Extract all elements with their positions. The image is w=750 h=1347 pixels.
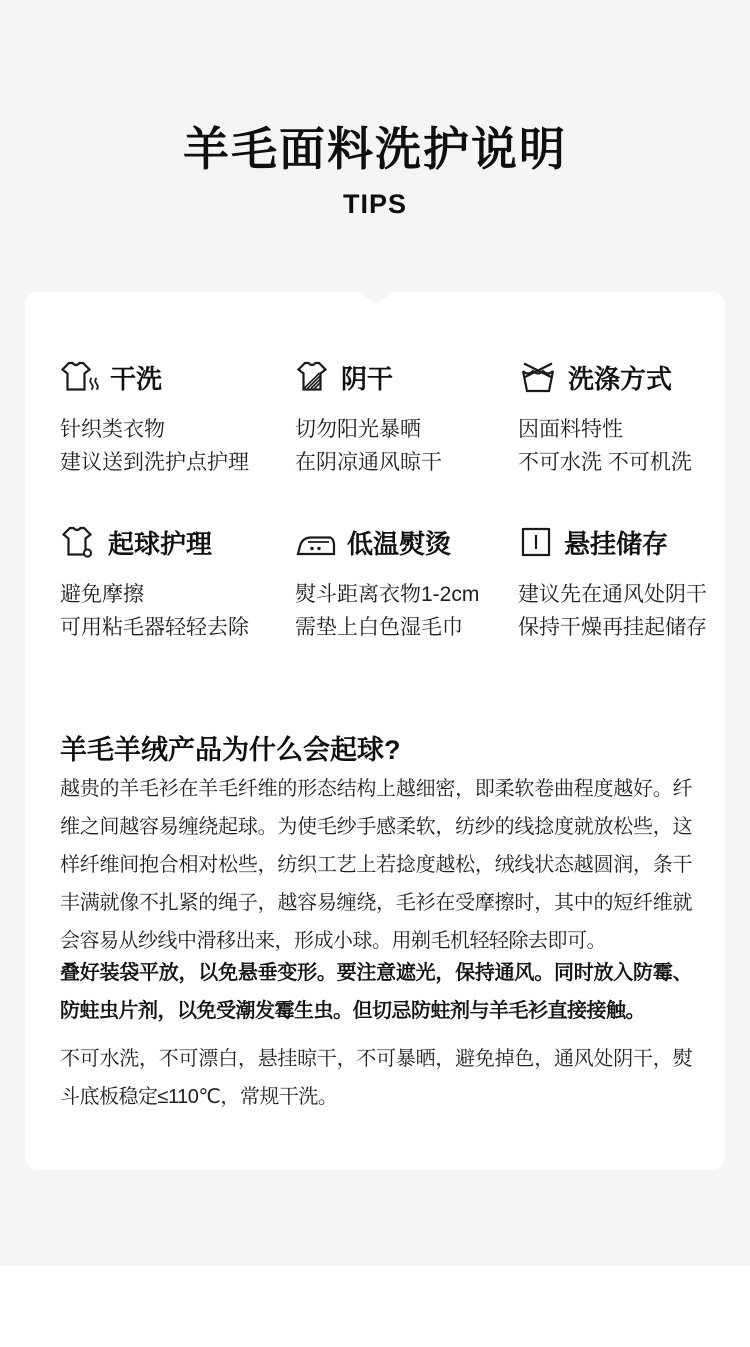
care-item-dry-clean [60, 358, 249, 479]
page-header [0, 0, 750, 220]
article-paragraph-pilling: 越贵的羊毛衫在羊毛纤维的形态结构上越细密，即柔软卷曲程度越好。纤维之间越容易缠绕起球。为使毛纱手感柔软，纺纱的线捻度就放松些，这样纤维间抱合相对松些，纺织工艺上若捻度越松，绒线状态越圆润，条干丰满就像不扎紧的绳子，越容易缠绕，毛衫在受摩擦时，其中的短纤维就会容易从纱线中滑移出来，形成小球。用剃毛机轻轻除去即可。 [60, 778, 692, 952]
page-title: 羊毛面料洗护说明 [183, 123, 567, 175]
care-item-line: 需垫上白色湿毛巾 [295, 616, 463, 639]
drip-dry-icon [518, 524, 554, 560]
care-item-hang-storage [518, 523, 707, 644]
care-item-line: 切勿阳光暴晒 [295, 418, 421, 441]
care-instructions-card [25, 292, 725, 1170]
tshirt-steam-icon [60, 359, 100, 395]
care-item-line: 熨斗距离衣物1-2cm [295, 583, 480, 606]
care-item-label: 洗涤方式 [568, 363, 673, 394]
care-item-label: 悬挂储存 [564, 528, 669, 559]
care-item-line: 建议送到洗护点护理 [60, 451, 249, 474]
no-wash-icon [518, 360, 558, 394]
care-item-line: 针织类衣物 [60, 418, 165, 441]
care-item-low-temp-iron [295, 523, 479, 644]
care-item-line: 保持干燥再挂起储存 [518, 616, 707, 639]
article-paragraph-washing: 不可水洗，不可漂白，悬挂晾干，不可暴晒，避免掉色，通风处阴干，熨斗底板稳定≤110℃，常规干洗。 [60, 1048, 692, 1108]
care-item-label: 起球护理 [108, 528, 213, 559]
care-item-label: 干洗 [110, 363, 163, 394]
article-heading: 羊毛羊绒产品为什么会起球? [60, 735, 401, 765]
care-item-label: 低温熨烫 [347, 528, 452, 559]
article-paragraph-storage: 叠好装袋平放，以免悬垂变形。要注意遮光，保持通风。同时放入防霉、防蛀虫片剂，以免受潮发霉生虫。但切忌防蛀剂与羊毛衫直接接触。 [60, 962, 692, 1022]
care-item-pilling-care [60, 523, 249, 644]
care-item-shade-dry [295, 358, 442, 479]
care-item-wash-method [518, 358, 692, 479]
care-item-line: 因面料特性 [518, 418, 623, 441]
care-item-line: 可用粘毛器轻轻去除 [60, 616, 249, 639]
iron-low-temp-icon [295, 525, 337, 559]
care-item-line: 避免摩擦 [60, 583, 144, 606]
care-item-line: 不可水洗 不可机洗 [518, 451, 692, 474]
care-item-label: 阴干 [341, 363, 394, 394]
care-item-line: 在阴凉通风晾干 [295, 451, 442, 474]
care-item-line: 建议先在通风处阴干 [518, 583, 707, 606]
chevron-down-notch [357, 291, 395, 304]
page-subtitle: TIPS [342, 189, 407, 220]
tshirt-shade-icon [295, 359, 331, 395]
tshirt-pilling-icon [60, 524, 98, 560]
